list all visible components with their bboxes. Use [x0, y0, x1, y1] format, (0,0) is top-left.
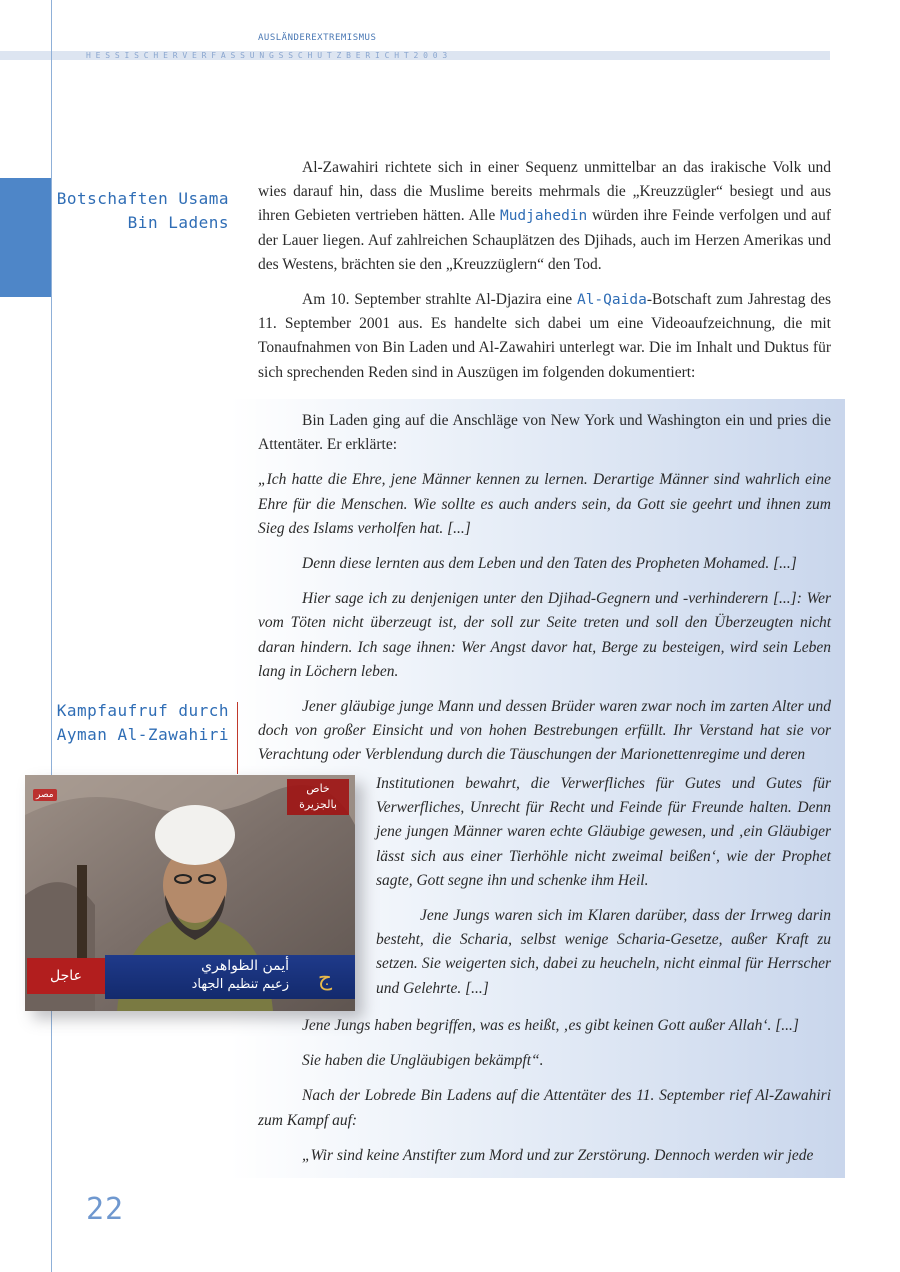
turban — [155, 805, 235, 865]
quote-2: Denn diese lernten aus dem Leben und den Taten des Propheten Mohamed. [...] — [302, 555, 797, 573]
quote-4-end: Institutionen bewahrt, die Verwerfliches für Gutes und Gutes für Verwerfliches, Unrecht für Recht und Feinde für Freunde halten. Denn jene jungen Männer waren echte Gläubige gewesen, und ‚ein Gläubiger lässt sich aus einer Tierhöhle nicht zweimal beißen‘, wie der Prophet sagte, Gott segne ihn und schenke ihm Heil. — [376, 775, 831, 889]
quote-6: Jene Jungs haben begriffen, was es heißt, ‚es gibt keinen Gott außer Allah‘. [...] — [302, 1017, 799, 1034]
exclusive-badge: خاص بالجزيرة — [287, 779, 349, 815]
breaking-news-tag: عاجل — [27, 958, 105, 994]
quote-7: Sie haben die Ungläubigen bekämpft“. — [302, 1052, 544, 1070]
quote-text-wrapped — [376, 772, 831, 1001]
quote-text-lower — [258, 1014, 831, 1168]
quote-5: Jene Jungs waren sich im Klaren darüber, dass der Irrweg darin besteht, die Scharia, selbst wenige Scharia-Gesetze, außer Kraft zu setzen. Sie weigerten sich, dabei zu heucheln, nicht einmal für Herrscher und Gelehrte. [...] — [376, 907, 831, 997]
quote-3: Hier sage ich zu denjenigen unter den Djihad-Gegnern und -verhinderern [...]: Wer vom Töten nicht überzeugt ist, der soll zur Seite treten und soll den Überzeugten nicht daran hindern. Ich sage ihnen: Wer Angst davor hat, Berge zu besteigen, wird sein Leben lang in Löchern leben. — [258, 590, 831, 680]
side-heading-botschaften: Botschaften Usama Bin Ladens — [56, 189, 229, 232]
paragraph-1: Al-Zawahiri richtete sich in einer Sequenz unmittelbar an das irakische Volk und wies darauf hin, dass die Muslime bereits mehrmals die „Kreuzzügler“ besiegt und aus ihren Gebieten vertrieben hätten. Alle Mudjahedin würden ihre Feinde verfolgen und auf der Lauer liegen. Auf zahlreichen Schauplätzen des Djihads, auch im Herzen Amerikas und des Westens, brächten sie den „Kreuzzüglern“ den Tod. — [258, 159, 831, 273]
keyword-mudjahedin: Mudjahedin — [499, 208, 588, 225]
quote-4-start: Jener gläubige junge Mann und dessen Brüder waren zwar noch im zarten Alter und doch von großer Einsicht und von hohen Bestrebungen erfüllt. Ihr Verstand hat sie vor Verachtung oder Verblendung durch die Täuschungen der Marionettenregime und deren — [258, 698, 831, 764]
keyword-al-qaida: Al-Qaida — [576, 292, 647, 309]
heading-accent-line — [237, 702, 238, 774]
al-jazeera-logo-icon: ج — [317, 966, 333, 991]
report-title: H E S S I S C H E R V E R F A S S U N G S S C H U T Z B E R I C H T 2 0 0 3 — [86, 51, 448, 60]
caption-name: أيمن الظواهري — [201, 958, 289, 974]
side-heading-kampfaufruf: Kampfaufruf durch Ayman Al-Zawahiri — [56, 701, 229, 744]
quote-1: „Ich hatte die Ehre, jene Männer kennen zu lernen. Derartige Männer sind wahrlich eine Ehre für die Menschen. Wie sollte es auch anders sein, da Gott sie geehrt und ihnen zum Sieg des Islams verholfen hat. [...] — [258, 471, 831, 537]
paragraph-4: Nach der Lobrede Bin Ladens auf die Attentäter des 11. September rief Al-Zawahiri zum Kampf auf: — [258, 1087, 831, 1129]
quote-text-upper — [258, 409, 831, 768]
news-photo — [25, 775, 355, 1011]
paragraph-3: Bin Laden ging auf die Anschläge von New York und Washington ein und pries die Attentäter. Er erklärte: — [258, 412, 831, 454]
quote-8: „Wir sind keine Anstifter zum Mord und zur Zerstörung. Dennoch werden wir jede — [302, 1146, 814, 1164]
page-number: 22 — [86, 1192, 125, 1227]
paragraph-2: Am 10. September strahlte Al-Djazira eine Al-Qaida-Botschaft zum Jahrestag des 11. September 2001 aus. Es handelte sich dabei um eine Videoaufzeichnung, die mit Tonaufnahmen von Bin Laden und Al-Zawahiri unterlegt war. Die im Inhalt und Duktus für sich sprechenden Reden sind in Auszügen im folgenden dokumentiert: — [258, 291, 831, 381]
caption-title: زعيم تنظيم الجهاد — [191, 977, 289, 992]
channel-corner-logo: مصر — [33, 789, 57, 801]
intro-text — [258, 156, 831, 385]
section-label: AUSLÄNDEREXTREMISMUS — [258, 33, 377, 43]
news-photo-frame — [25, 775, 355, 1011]
